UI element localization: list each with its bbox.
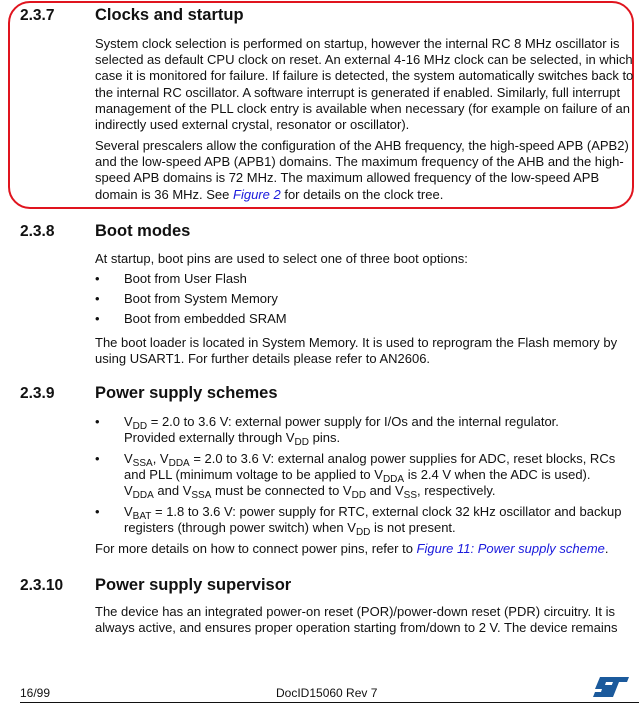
text: = 1.8 to 3.6 V: power supply for RTC, external clock 32 kHz oscillator and backup registers (through power switch) when V — [124, 504, 622, 535]
text: must be connected to V — [211, 483, 352, 498]
text: V — [159, 451, 169, 466]
text: Provided externally through V — [124, 430, 295, 445]
text: . — [604, 541, 609, 556]
footer-rule — [20, 702, 639, 703]
subscript: DD — [351, 490, 367, 501]
list-item: • Boot from User Flash — [95, 271, 635, 287]
list-item-vbat — [95, 504, 635, 536]
subscript: SSA — [132, 458, 153, 469]
list-item: • Boot from System Memory — [95, 291, 635, 307]
text: V — [124, 414, 133, 429]
subscript: BAT — [132, 511, 152, 522]
section-title: Clocks and startup — [95, 6, 244, 24]
subscript: DDA — [382, 474, 405, 485]
subscript: DDA — [132, 490, 154, 501]
subscript: DD — [132, 421, 148, 432]
paragraph: At startup, boot pins are used to select one of three boot options: — [95, 251, 468, 266]
text: V — [124, 483, 133, 498]
section-title: Power supply schemes — [95, 384, 278, 402]
text: Several prescalers allow the configuration of the AHB frequency, the high-speed APB (APB2) and the low-speed APB (APB1) domains. The maximum frequency of the AHB and the high-speed APB domains is 72 MHz. The maximum allowed frequency of the low-speed APB domain is 36 MHz. See — [95, 138, 629, 202]
paragraph — [95, 541, 635, 557]
text: , — [152, 451, 160, 466]
page-number: 16/99 — [20, 686, 51, 700]
subscript: DD — [294, 437, 309, 448]
boot-options-list — [95, 271, 635, 327]
section-title: Boot modes — [95, 222, 191, 240]
doc-id: DocID15060 Rev 7 — [276, 686, 378, 700]
subscript: DDA — [168, 458, 190, 469]
st-logo-icon — [592, 676, 630, 698]
text: and V — [153, 483, 192, 498]
paragraph — [95, 138, 635, 203]
section-number: 2.3.9 — [20, 385, 55, 402]
text: V — [124, 451, 133, 466]
section-number: 2.3.8 — [20, 223, 55, 240]
subscript: DD — [355, 527, 371, 538]
supply-list — [95, 414, 635, 536]
list-item-vdd — [95, 414, 635, 446]
section-title: Power supply supervisor — [95, 576, 292, 594]
text: for details on the clock tree. — [280, 186, 444, 202]
section-number: 2.3.10 — [20, 577, 64, 594]
list-item: • Boot from embedded SRAM — [95, 311, 635, 327]
figure-2-link[interactable]: Figure 2 — [233, 186, 281, 202]
paragraph: The boot loader is located in System Memory. It is used to reprogram the Flash memory by using USART1. For further details please refer to AN2606. — [95, 335, 618, 367]
text: = 2.0 to 3.6 V: external power supply for I/Os and the internal regulator. — [147, 414, 559, 429]
text: = 2.0 to 3.6 V: external analog power supplies for ADC, reset blocks, RCs and PLL (minimum voltage to be applied to V — [124, 451, 616, 482]
paragraph: System clock selection is performed on startup, however the internal RC 8 MHz oscillator is selected as default CPU clock on reset. An external 4-16 MHz clock can be selected, in which case it is monitored for failure. If failure is detected, the system automatically switches back to the internal RC oscillator. A software interrupt is generated if enabled. Similarly, full interrupt management of the PLL clock entry is available when necessary (for example on failure of an indirectly used external crystal, resonator or oscillator). — [95, 36, 634, 133]
figure-11-link[interactable]: Figure 11: Power supply scheme — [416, 541, 605, 556]
text: is 2.4 V when the ADC is used). — [404, 467, 591, 482]
list-item-vdda — [95, 451, 635, 499]
text: , respectively. — [417, 483, 496, 498]
text: For more details on how to connect power pins, refer to — [95, 541, 417, 556]
text: pins. — [309, 430, 341, 445]
subscript: SS — [403, 490, 417, 501]
text: and V — [366, 483, 404, 498]
text: V — [124, 504, 133, 519]
text: is not present. — [370, 520, 456, 535]
section-number: 2.3.7 — [20, 7, 55, 24]
subscript: SSA — [191, 490, 212, 501]
paragraph: The device has an integrated power-on reset (POR)/power-down reset (PDR) circuitry. It is always active, and ensures proper operation starting from/down to 2 V. The device remains — [95, 604, 618, 636]
